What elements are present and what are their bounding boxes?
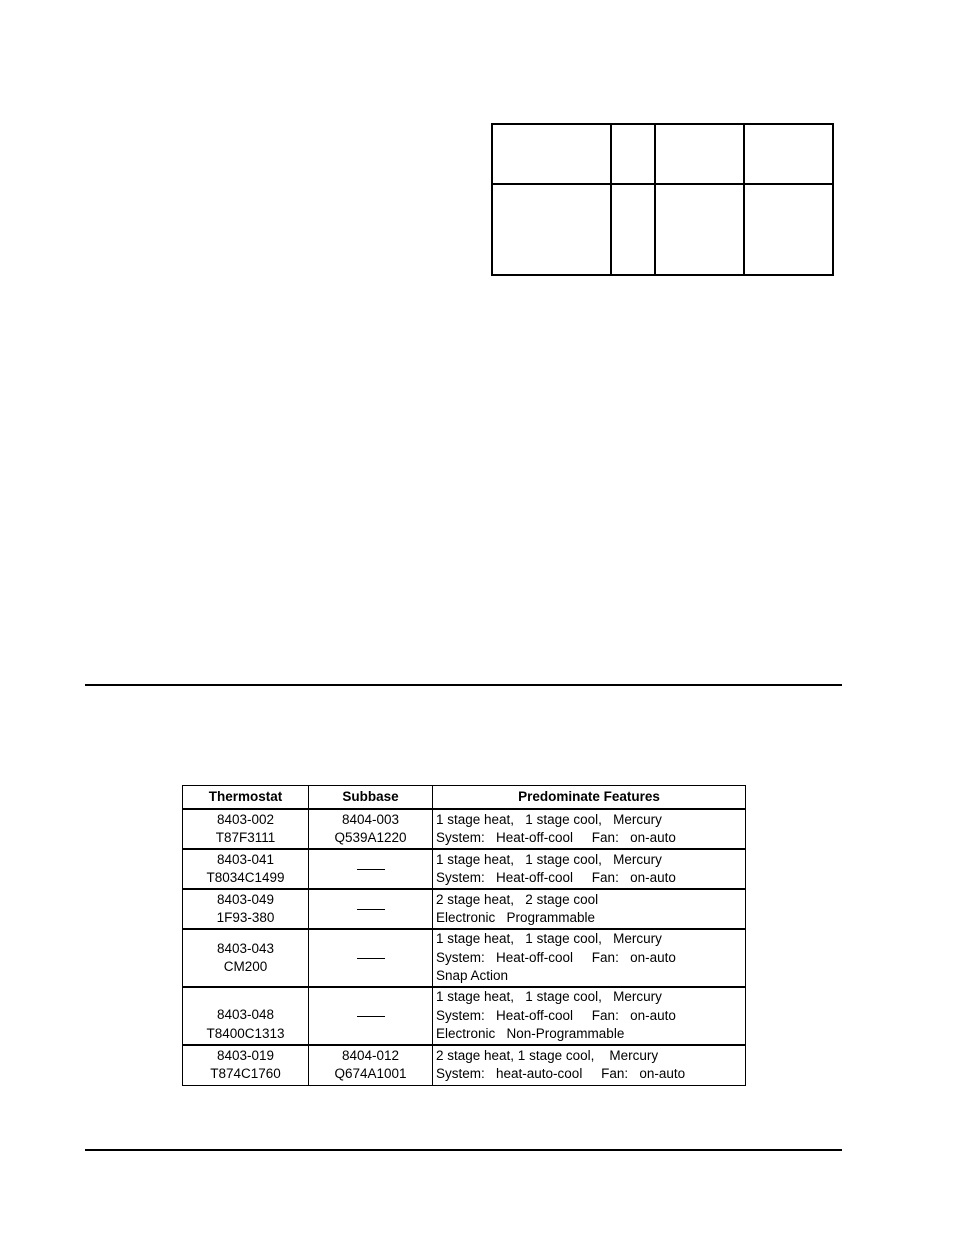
empty-grid-header-row xyxy=(492,124,833,184)
table-row xyxy=(183,849,746,889)
feature-line: Electronic Programmable xyxy=(436,910,596,925)
thermostat-cell xyxy=(183,849,309,889)
feature-line: 2 stage heat, 1 stage cool, Mercury xyxy=(436,1047,659,1063)
thermostat-model-number: T874C1760 xyxy=(210,1066,281,1082)
no-subbase-dash xyxy=(357,958,385,959)
table-row xyxy=(183,809,746,849)
thermostat-cell xyxy=(183,987,309,1045)
thermostat-part-number: 8403-019 xyxy=(216,1047,275,1063)
table-row xyxy=(183,889,746,929)
empty-grid-cell xyxy=(492,124,611,184)
empty-grid-body-row xyxy=(492,184,833,275)
thermostat-cell xyxy=(183,889,309,929)
feature-line: System: Heat-off-cool Fan: on-auto xyxy=(436,830,676,845)
features-cell xyxy=(433,849,746,889)
no-subbase-dash xyxy=(357,1016,385,1017)
subbase-cell xyxy=(309,849,433,889)
feature-line: Snap Action xyxy=(436,968,509,984)
feature-line: System: Heat-off-cool Fan: on-auto xyxy=(436,1007,676,1023)
horizontal-rule-bottom xyxy=(85,1149,842,1151)
feature-line: Electronic Non-Programmable xyxy=(436,1026,625,1042)
thermostat-model-number: T8400C1313 xyxy=(206,1025,285,1041)
feature-line: System: Heat-off-cool Fan: on-auto xyxy=(436,870,676,885)
features-cell xyxy=(433,987,746,1045)
thermostat-part-number: 8403-002 xyxy=(216,811,275,827)
thermostat-part-number: 8403-043 xyxy=(216,940,275,956)
header-subbase: Subbase xyxy=(309,786,433,810)
features-cell xyxy=(433,1045,746,1085)
feature-line: 1 stage heat, 1 stage cool, Mercury xyxy=(436,851,662,867)
no-subbase-dash xyxy=(357,869,385,870)
subbase-part-number: 8404-012 xyxy=(341,1047,400,1063)
empty-grid-cell xyxy=(744,184,833,275)
feature-line: 1 stage heat, 1 stage cool, Mercury xyxy=(436,811,662,827)
no-subbase-dash xyxy=(357,909,385,910)
features-cell xyxy=(433,809,746,849)
features-cell xyxy=(433,889,746,929)
table-row xyxy=(183,929,746,987)
empty-grid-table xyxy=(491,123,834,276)
subbase-cell xyxy=(309,1045,433,1085)
feature-line: 2 stage heat, 2 stage cool xyxy=(436,891,599,907)
subbase-cell xyxy=(309,889,433,929)
subbase-cell xyxy=(309,987,433,1045)
header-predominate-features: Predominate Features xyxy=(433,786,746,810)
empty-grid-cell xyxy=(655,124,744,184)
feature-line: System: Heat-off-cool Fan: on-auto xyxy=(436,949,676,965)
thermostat-model-number: 1F93-380 xyxy=(216,910,275,925)
subbase-model-number: Q539A1220 xyxy=(334,830,407,845)
header-thermostat: Thermostat xyxy=(183,786,309,810)
table-row xyxy=(183,987,746,1045)
thermostat-cell xyxy=(183,809,309,849)
empty-grid-cell xyxy=(611,124,655,184)
empty-grid-cell xyxy=(655,184,744,275)
empty-grid-cell xyxy=(611,184,655,275)
thermostat-table xyxy=(182,785,746,1086)
subbase-model-number: Q674A1001 xyxy=(334,1066,407,1082)
features-cell xyxy=(433,929,746,987)
thermostat-part-number: 8403-041 xyxy=(216,851,275,867)
thermostat-cell xyxy=(183,1045,309,1085)
thermostat-model-number: T8034C1499 xyxy=(206,870,285,885)
empty-grid-cell xyxy=(744,124,833,184)
feature-line: 1 stage heat, 1 stage cool, Mercury xyxy=(436,931,662,947)
thermostat-model-number: T87F3111 xyxy=(215,830,276,845)
table-row xyxy=(183,1045,746,1085)
thermostat-part-number: 8403-049 xyxy=(216,891,275,907)
horizontal-rule-middle xyxy=(85,684,842,686)
empty-grid-cell xyxy=(492,184,611,275)
feature-line: System: heat-auto-cool Fan: on-auto xyxy=(436,1066,686,1082)
subbase-cell xyxy=(309,929,433,987)
subbase-part-number: 8404-003 xyxy=(341,811,400,827)
thermostat-part-number: 8403-048 xyxy=(216,1007,275,1022)
thermostat-model-number: CM200 xyxy=(223,959,268,974)
table-header-row xyxy=(183,786,746,810)
feature-line: 1 stage heat, 1 stage cool, Mercury xyxy=(436,989,662,1005)
thermostat-cell xyxy=(183,929,309,987)
subbase-cell xyxy=(309,809,433,849)
